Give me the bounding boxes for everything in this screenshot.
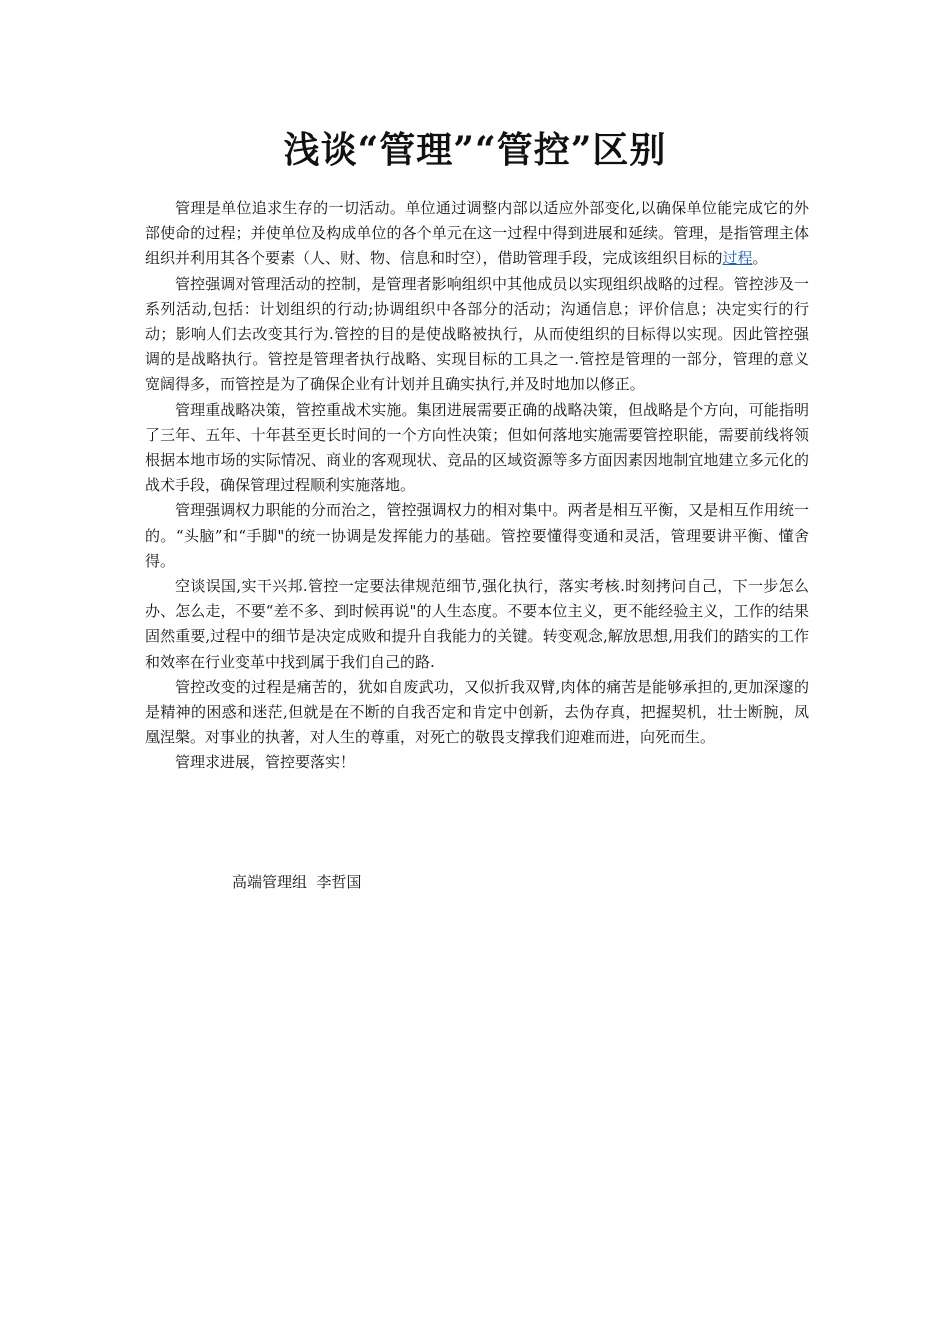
paragraph-2: 管控强调对管理活动的控制，是管理者影响组织中其他成员以实现组织战略的过程。管控涉及一系列活动,包括：计划组织的行动;协调组织中各部分的活动；沟通信息；评价信息；决定实行的行动；影响人们去改变其行为.管控的目的是使战略被执行，从而使组织的目标得以实现。因此管控强调的是战略执行。管控是管理者执行战略、实现目标的工具之一.管控是管理的一部分，管理的意义宽阔得多，而管控是为了确保企业有计划并且确实执行,并及时地加以修正。 — [145, 274, 809, 394]
paragraph-7: 管理求进展，管控要落实！ — [175, 753, 356, 772]
author-signature: 高端管理组 李哲国 — [232, 873, 362, 891]
paragraph-4: 管理强调权力职能的分而治之，管控强调权力的相对集中。两者是相互平衡，又是相互作用统一的。“头脑”和“手脚"的统一协调是发挥能力的基础。管控要懂得变通和灵活，管理要讲平衡、懂舍得。 — [145, 501, 809, 570]
document-title: 浅谈“管理”“管控”区别 — [283, 129, 667, 171]
paragraph-3: 管理重战略决策，管控重战术实施。集团进展需要正确的战略决策，但战略是个方向，可能指明了三年、五年、十年甚至更长时间的一个方向性决策；但如何落地实施需要管控职能，需要前线将领根据本地市场的实际情况、商业的客观现状、竞品的区域资源等多方面因素因地制宜地建立多元化的战术手段，确保管理过程顺利实施落地。 — [145, 400, 809, 495]
paragraph-1-end: 。 — [752, 249, 768, 268]
document-body — [145, 196, 809, 776]
paragraph-1 — [145, 196, 809, 272]
paragraph-1-text: 管理是单位追求生存的一切活动。单位通过调整内部以适应外部变化,以确保单位能完成它的外部使命的过程；并使单位及构成单位的各个单元在这一过程中得到进展和延续。管理，是指管理主体组织并利用其各个要素（人、财、物、信息和时空），借助管理手段，完成该组织目标的 — [145, 199, 809, 268]
paragraph-5: 空谈误国,实干兴邦.管控一定要法律规范细节,强化执行，落实考核.时刻拷问自己，下一步怎么办、怎么走，不要“差不多、到时候再说"的人生态度。不要本位主义，更不能经验主义，工作的结果固然重要,过程中的细节是决定成败和提升自我能力的关键。转变观念,解放思想,用我们的踏实的工作和效率在行业变革中找到属于我们自己的路. — [145, 577, 809, 671]
process-link[interactable]: 过程 — [722, 249, 753, 268]
paragraph-6: 管控改变的过程是痛苦的，犹如自废武功，又似折我双臂,肉体的痛苦是能够承担的,更加深邃的是精神的困惑和迷茫,但就是在不断的自我否定和肯定中创新，去伪存真，把握契机，壮士断腕，凤凰涅槃。对事业的执著，对人生的尊重，对死亡的敬畏支撑我们迎难而进，向死而生。 — [145, 677, 809, 747]
